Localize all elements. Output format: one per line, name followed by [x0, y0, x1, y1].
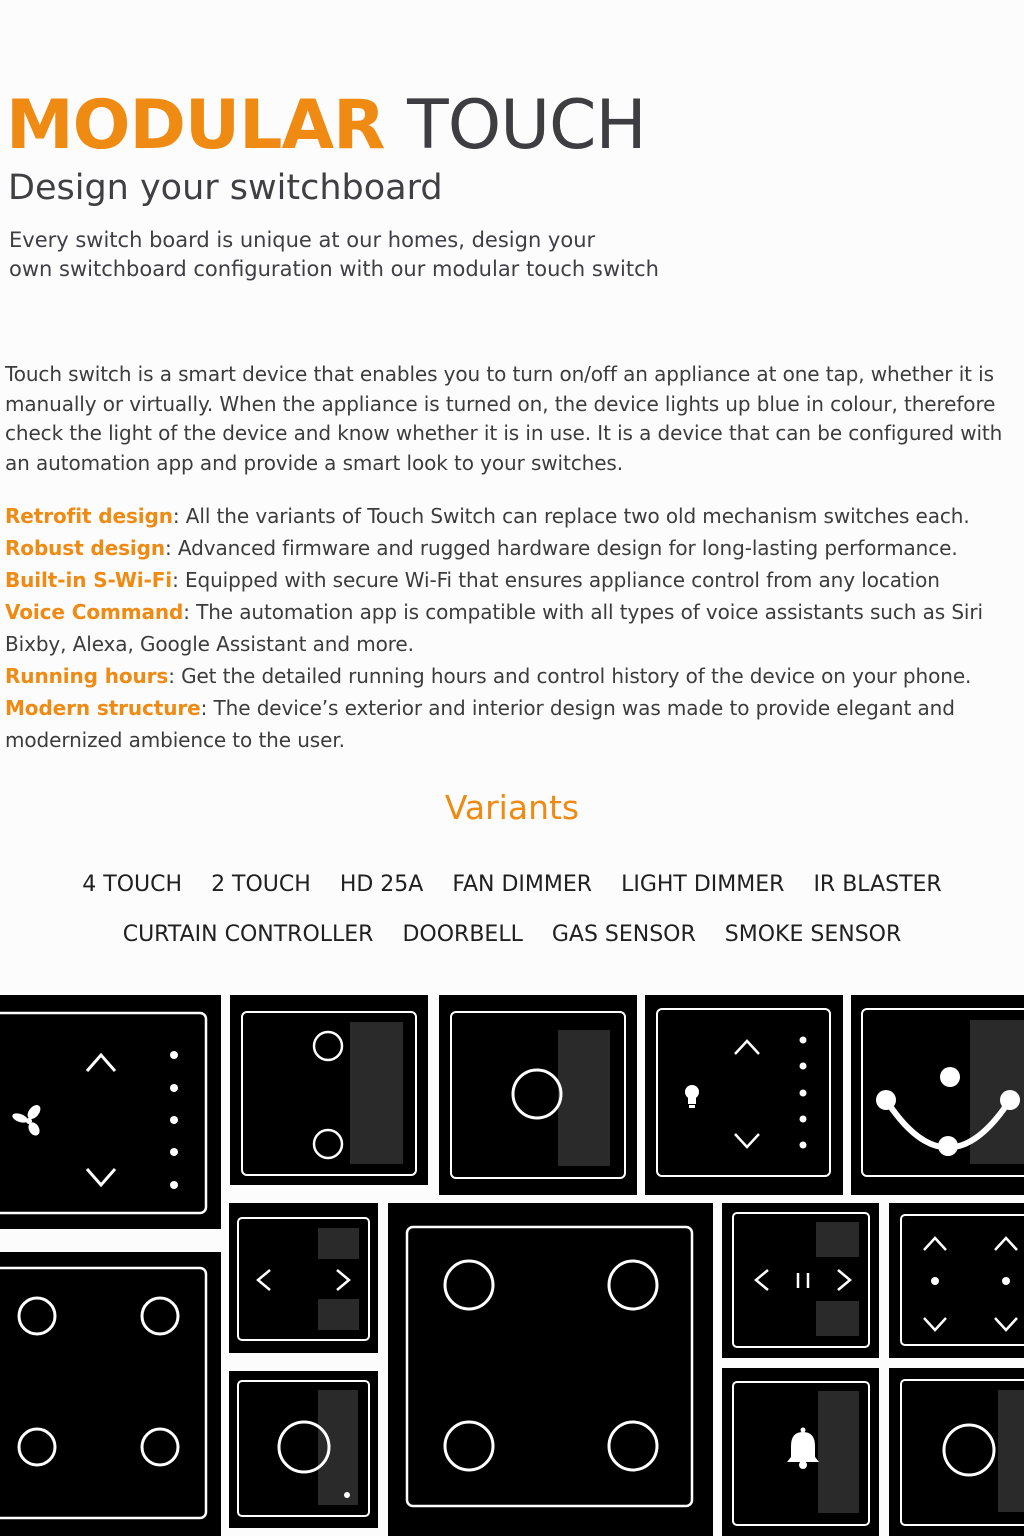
- feature-text: : The automation app is compatible with all types of voice assistants such as Siri Bixby, Alexa, Google Assistant and more.: [5, 600, 983, 656]
- feature-title: Running hours: [5, 664, 169, 688]
- indicator-dot-icon: [344, 1492, 350, 1498]
- feature-text: : The device’s exterior and interior design was made to provide elegant and modernized ambience to the user.: [5, 696, 955, 752]
- feature-item: [5, 532, 1021, 564]
- description-paragraph: Touch switch is a smart device that enables you to turn on/off an appliance at one tap, whether it is manually or virtually. When the appliance is turned on, the device lights up blue in colour, therefore check the light of the device and know whether it is in use. It is a device that can be configured with an automation app and provide a smart look to your switches.: [5, 362, 1003, 475]
- feature-item: [5, 500, 1021, 532]
- page-title: [6, 88, 646, 164]
- switch-panel-hd-25a: [439, 995, 637, 1195]
- title-rest: TOUCH: [407, 86, 646, 165]
- sensor-dot-icon: [1000, 1090, 1020, 1110]
- variant-label: HD 25A: [339, 872, 424, 897]
- title-highlight: MODULAR: [6, 86, 385, 165]
- feature-item: [5, 692, 1021, 756]
- feature-text: : Equipped with secure Wi-Fi that ensures appliance control from any location: [172, 568, 940, 592]
- switch-panel-fan-dimmer: [0, 995, 221, 1229]
- switch-panel-2-touch: [230, 995, 428, 1185]
- variant-label: LIGHT DIMMER: [621, 872, 785, 897]
- intro-line-2: own switchboard configuration with our modular touch switch: [9, 257, 659, 281]
- feature-title: Robust design: [5, 536, 166, 560]
- feature-text: : All the variants of Touch Switch can replace two old mechanism switches each.: [172, 504, 970, 528]
- variants-row-1: [0, 872, 1024, 897]
- switch-panel-smoke-sensor: [889, 1368, 1024, 1536]
- feature-text: : Get the detailed running hours and control history of the device on your phone.: [168, 664, 972, 688]
- variant-label: SMOKE SENSOR: [724, 922, 902, 947]
- feature-item: [5, 596, 1021, 660]
- switch-panel-doorbell: [722, 1368, 879, 1536]
- switch-panel-arrow-pad: [889, 1203, 1024, 1358]
- variant-label: 4 TOUCH: [82, 872, 183, 897]
- page-subtitle: Design your switchboard: [8, 168, 443, 208]
- dot-icon: [931, 1277, 939, 1285]
- feature-title: Modern structure: [5, 696, 201, 720]
- intro-line-1: Every switch board is unique at our homes, design your: [9, 228, 596, 252]
- sensor-dot-icon: [938, 1136, 958, 1156]
- feature-item: [5, 564, 1021, 596]
- switch-panel-mosaic: [0, 990, 1024, 1536]
- variant-label: DOORBELL: [402, 922, 523, 947]
- variant-label: FAN DIMMER: [452, 872, 593, 897]
- switch-panel-4-touch: [0, 1252, 221, 1536]
- variant-label: 2 TOUCH: [211, 872, 311, 897]
- switch-panel-1-touch: [229, 1371, 378, 1528]
- variants-row-2: [0, 922, 1024, 947]
- feature-list: [5, 500, 1021, 756]
- variant-label: IR BLASTER: [813, 872, 942, 897]
- feature-item: [5, 660, 1021, 692]
- dot-icon: [1002, 1277, 1010, 1285]
- sensor-dot-icon: [876, 1090, 896, 1110]
- feature-title: Built-in S-Wi-Fi: [5, 568, 173, 592]
- intro-text: [9, 226, 709, 284]
- switch-panel-curtain-controller: [722, 1203, 879, 1358]
- variants-heading: Variants: [444, 788, 580, 827]
- switch-panel-sensor: [851, 995, 1024, 1195]
- feature-text: : Advanced firmware and rugged hardware design for long-lasting performance.: [165, 536, 958, 560]
- variant-label: CURTAIN CONTROLLER: [122, 922, 374, 947]
- switch-panel-light-dimmer: [645, 995, 843, 1195]
- feature-title: Voice Command: [5, 600, 184, 624]
- switch-panel-ir-blaster: [229, 1203, 378, 1353]
- sensor-dot-icon: [940, 1067, 960, 1087]
- switch-panel-4-touch-large: [388, 1203, 713, 1536]
- variant-label: GAS SENSOR: [551, 922, 696, 947]
- feature-title: Retrofit design: [5, 504, 173, 528]
